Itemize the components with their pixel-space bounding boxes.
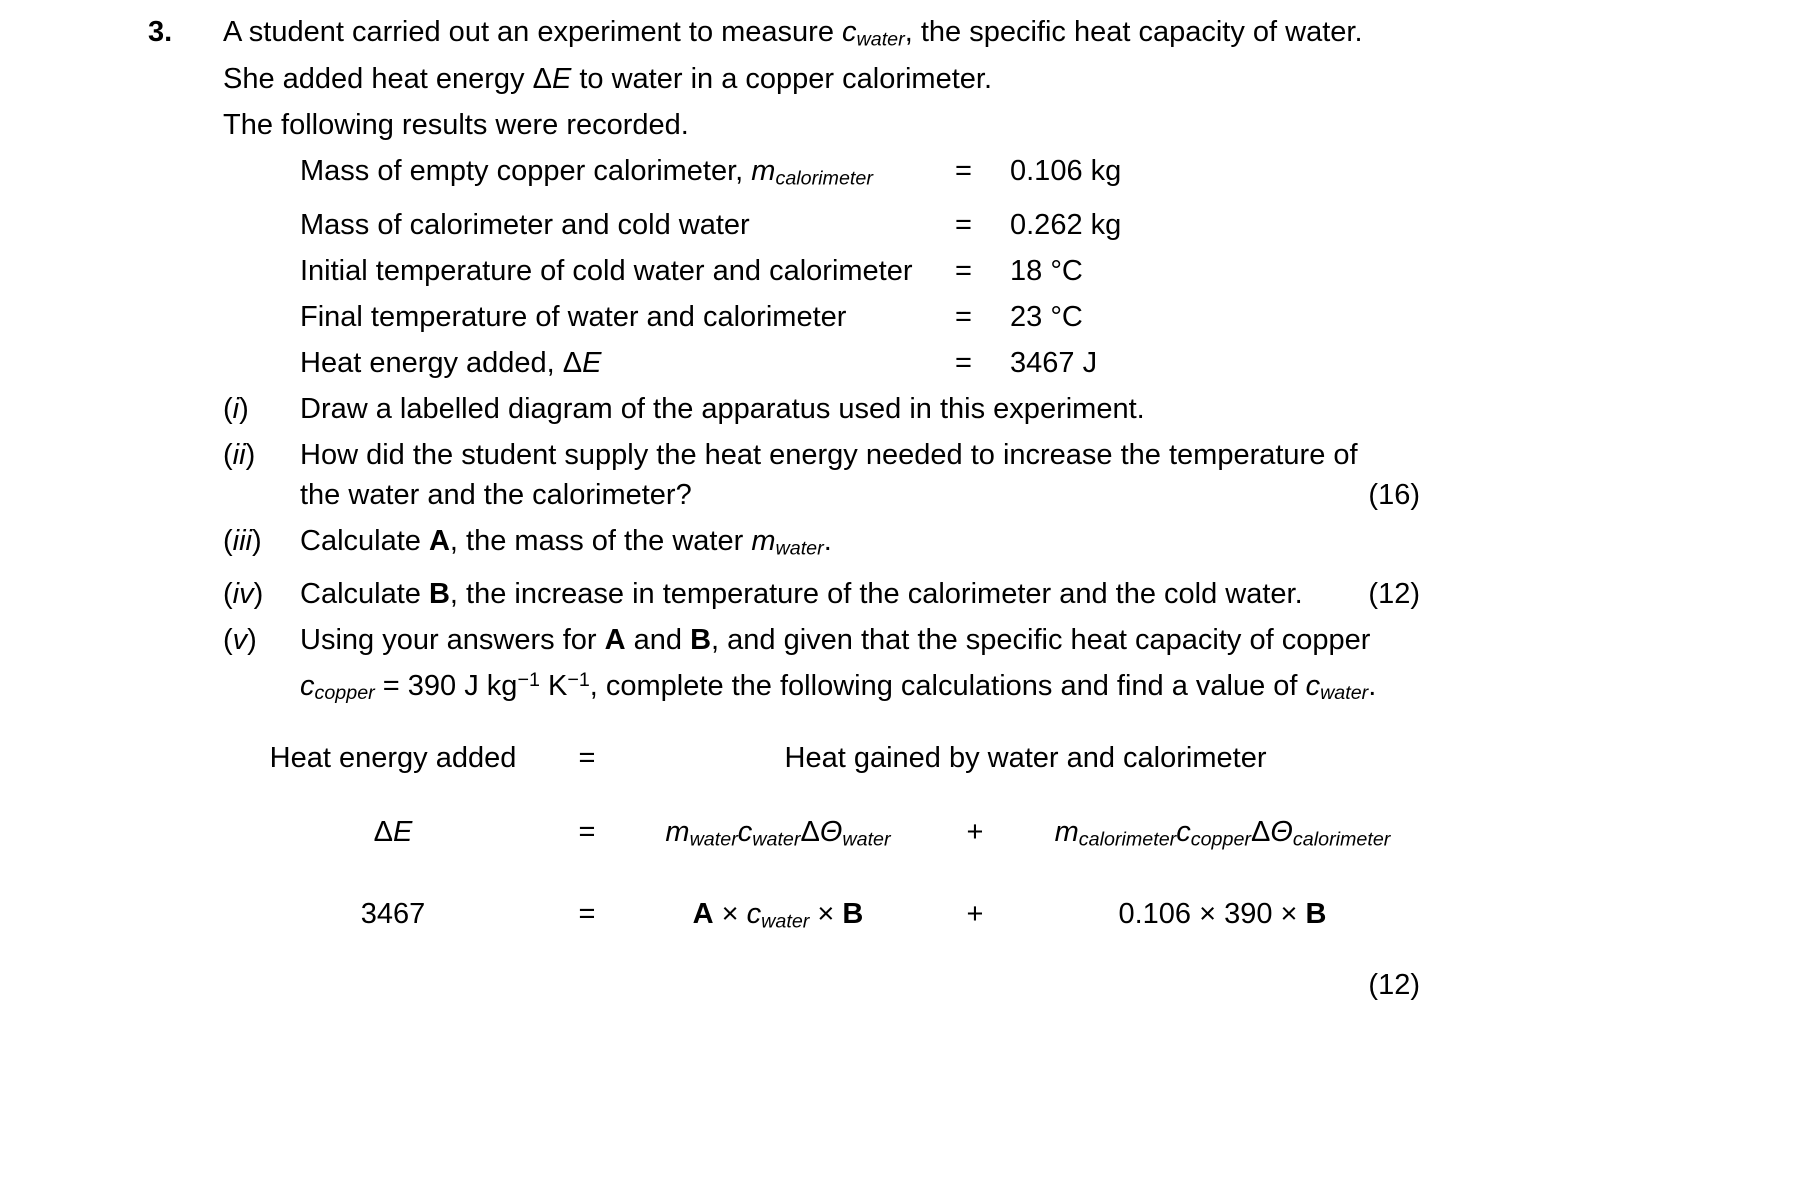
equals-sign: = — [578, 816, 596, 849]
question-part-ii — [223, 435, 1420, 515]
results-heading: The following results were recorded. — [223, 109, 689, 142]
result-row-calorimeter-mass — [300, 151, 1723, 198]
part-text: Draw a labelled diagram of the apparatus used in this experiment. — [300, 392, 1145, 425]
part-text: How did the student supply the heat energy needed to increase the temperature of the water and the calorimeter? — [300, 438, 1358, 511]
equation-block — [223, 738, 1440, 941]
part-marks: (16) — [1368, 478, 1420, 511]
equals-sign: = — [955, 155, 972, 188]
part-label: (i) — [223, 392, 249, 425]
equals-sign: = — [955, 254, 972, 287]
question-part-iv — [223, 574, 1420, 614]
result-label: Initial temperature of cold water and calorimeter — [300, 254, 913, 287]
result-value: 23 °C — [1010, 300, 1083, 333]
final-marks: (12) — [1368, 969, 1420, 1001]
equals-sign: = — [955, 346, 972, 379]
question-row — [0, 12, 1818, 713]
result-row-initial-temperature — [300, 251, 1723, 291]
part-marks: (12) — [1368, 577, 1420, 610]
result-label: Mass of empty copper calorimeter, mcalorimeter — [300, 155, 873, 190]
eq-heat-gained: Heat gained by water and calorimeter — [784, 742, 1267, 775]
eq-heat-value: 3467 — [360, 897, 426, 930]
part-text: Calculate A, the mass of the water mwater. — [300, 524, 832, 559]
result-row-calorimeter-and-water-mass — [300, 205, 1723, 245]
question-part-v — [223, 620, 1420, 713]
part-label: (v) — [223, 623, 257, 656]
equals-sign: = — [578, 897, 596, 930]
eq-water-term-numeric: A × cwater × B — [692, 897, 864, 932]
question-part-iii — [223, 521, 1420, 568]
equals-sign: = — [955, 300, 972, 333]
question-intro-line-2: She added heat energy ΔE to water in a copper calorimeter. — [223, 63, 993, 96]
question-intro-line-1: A student carried out an experiment to measure cwater, the specific heat capacity of water. — [223, 16, 1363, 51]
result-value: 0.262 kg — [1010, 208, 1122, 241]
result-value: 18 °C — [1010, 254, 1083, 287]
equals-sign: = — [578, 742, 596, 775]
part-label: (iv) — [223, 577, 264, 610]
part-text: Calculate B, the increase in temperature of the calorimeter and the cold water. — [300, 577, 1303, 610]
eq-water-term-symbolic: mwatercwaterΔΘwater — [665, 816, 891, 851]
question-part-i — [223, 389, 1420, 429]
question-number: 3. — [148, 16, 173, 48]
eq-heat-energy-added: Heat energy added — [269, 742, 517, 775]
plus-sign: + — [966, 816, 984, 849]
question-parts — [223, 389, 1723, 714]
result-row-final-temperature — [300, 297, 1723, 337]
results-list — [300, 151, 1723, 382]
result-row-heat-energy-added — [300, 343, 1723, 383]
eq-calorimeter-term-numeric: 0.106 × 390 × B — [1118, 897, 1327, 930]
equals-sign: = — [955, 208, 972, 241]
result-value: 3467 J — [1010, 346, 1098, 379]
result-label: Final temperature of water and calorimeter — [300, 300, 847, 333]
part-text: Using your answers for A and B, and given that the specific heat capacity of copper ccopper = 390 J $kg^{-1}$ $K^{-1}$, complete the following calculations and find a value of cwater. — [300, 623, 1377, 705]
part-label: (iii) — [223, 524, 262, 557]
question-body — [223, 12, 1723, 713]
plus-sign: + — [966, 897, 984, 930]
result-value: 0.106 kg — [1010, 155, 1122, 188]
eq-calorimeter-term-symbolic: mcalorimeterccopperΔΘcalorimeter — [1054, 816, 1391, 851]
result-label: Heat energy added, ΔE — [300, 346, 602, 379]
result-label: Mass of calorimeter and cold water — [300, 208, 750, 241]
eq-delta-e: ΔE — [373, 816, 413, 849]
part-label: (ii) — [223, 438, 256, 471]
